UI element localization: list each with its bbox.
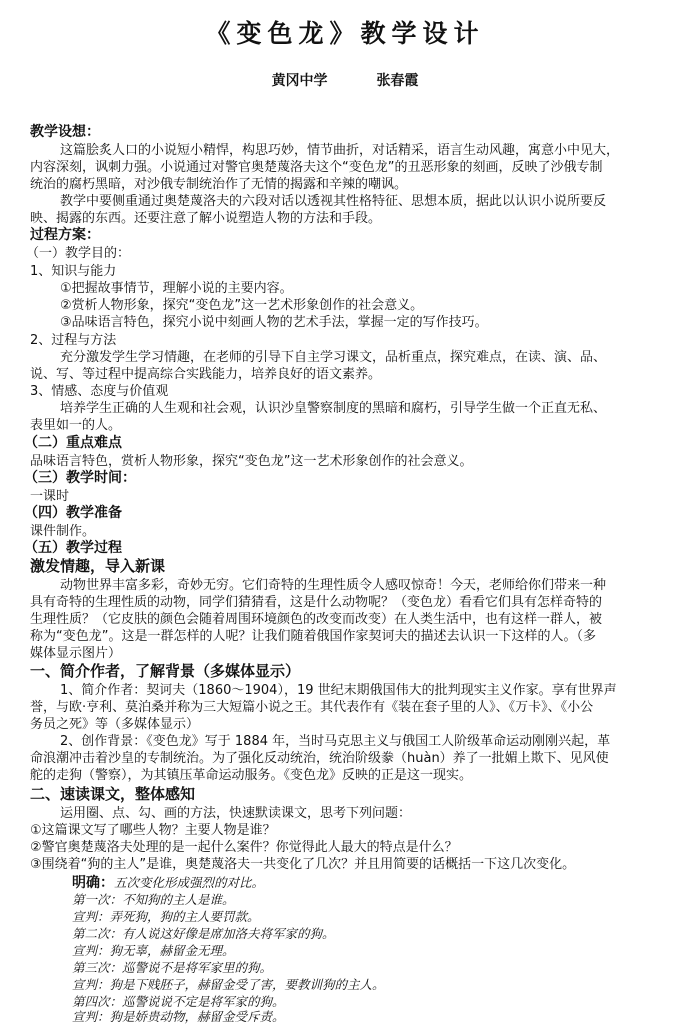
objectives-heading: （一）教学目的： [26,246,131,261]
section-2-heading: 二、速读课文，整体感知 [30,785,196,803]
objective-item: ③品味语言特色，探究小说中刻画人物的艺术手法，掌握一定的写作技巧。 [60,315,488,330]
paragraph-line: 命浪潮冲击着沙皇的专制统治。为了强化反动统治，统治阶级豢（huàn）养了一批媚上欺下、见风使 [30,751,609,766]
paragraph-line: 运用圈、点、勾、画的方法，快速默读课文，思考下列问题： [60,806,412,821]
verdict-line: 宣判：狗是下贱胚子，赫留金受了害，要教训狗的主人。 [72,977,385,992]
clear-label: 明确： [72,875,114,891]
paragraph-line: 教学中要侧重通过奥楚蔑洛夫的六段对话以透视其性格特征、思想本质，据此以认识小说所要反 [60,194,607,209]
paragraph-line: 动物世界丰富多彩，奇妙无穷。它们奇特的生理性质令人感叹惊奇！今天，老师给你们带来一种 [60,578,607,593]
change-line: 第四次：巡警说说不定是将军家的狗。 [72,994,285,1009]
paragraph-line: 一课时 [30,489,70,504]
author-school: 黄冈中学 [271,73,328,89]
time-heading: （三）教学时间： [24,470,136,486]
paragraph-line: 誉，与欧·亨利、莫泊桑并称为三大短篇小说之王。其代表作有《装在套子里的人》、《万卡》、《小公 [30,700,594,715]
clear-line [72,874,264,892]
paragraph-line: 充分激发学生学习情趣，在老师的引导下自主学习课文，品析重点，探究难点，在读、演、品、 [60,350,607,365]
paragraph-line: 生理性质？（它皮肤的颜色会随着周围环境颜色的改变而改变）在人类生活中，也有这样一群人，被 [30,612,603,627]
process-heading: （五）教学过程 [24,540,122,556]
question-line: ③围绕着“狗的主人”是谁，奥楚蔑洛夫一共变化了几次？并且用简要的话概括一下这几次变化。 [30,857,576,872]
paragraph-line: 称为“变色龙”。这是一群怎样的人呢？让我们随着俄国作家契诃夫的描述去认识一下这样的人。（多 [30,629,596,644]
paragraph-line: 映、揭露的东西。还要注意了解小说塑造人物的方法和手段。 [30,211,382,226]
document-title: 《变色龙》教学设计 [205,19,485,48]
paragraph-line: 培养学生正确的人生观和社会观，认识沙皇警察制度的黑暗和腐朽，引导学生做一个正直无私、 [60,401,607,416]
key-heading: （二）重点难点 [24,435,122,451]
author-name: 张春霞 [376,73,419,89]
change-line: 第一次：不知狗的主人是谁。 [72,892,235,907]
question-line: ②警官奥楚蔑洛夫处理的是一起什么案件？你觉得此人最大的特点是什么？ [30,840,458,855]
paragraph-line: 媒体显示图片） [30,646,122,661]
plan-heading: 过程方案： [30,227,100,243]
objective-3: 3、情感、态度与价值观 [30,384,169,399]
verdict-line: 宣判：弄死狗，狗的主人要罚款。 [72,909,260,924]
paragraph-line: 2、创作背景：《变色龙》写于 1884 年，当时马克思主义与俄国工人阶级革命运动刚刚兴起，革 [60,734,611,749]
verdict-line: 宣判：狗是娇贵动物，赫留金受斥责。 [72,1009,285,1024]
paragraph-line: 1、简介作者：契诃夫（1860～1904），19 世纪末期俄国伟大的批判现实主义作家。享有世界声 [60,683,617,698]
intro-heading: 激发情趣，导入新课 [30,557,166,575]
paragraph-line: 内容深刻，讽刺力强。小说通过对警官奥楚蔑洛夫这个“变色龙”的丑恶形象的刻画，反映了沙俄专制 [30,160,603,175]
objective-2: 2、过程与方法 [30,333,117,348]
prep-heading: （四）教学准备 [24,505,122,521]
paragraph-line: 务员之死》等（多媒体显示） [30,717,200,732]
paragraph-line: 课件制作。 [30,524,96,539]
clear-summary: 五次变化形成强烈的对比。 [114,875,265,890]
change-line: 第二次：有人说这好像是席加洛夫将军家的狗。 [72,926,335,941]
objective-item: ②赏析人物形象，探究“变色龙”这一艺术形象创作的社会意义。 [60,298,424,313]
question-line: ①这篇课文写了哪些人物？主要人物是谁？ [30,823,276,838]
paragraph-line: 这篇脍炙人口的小说短小精悍，构思巧妙，情节曲折，对话精采，语言生动风趣，寓意小中见大， [60,143,620,158]
objective-item: ①把握故事情节，理解小说的主要内容。 [60,281,293,296]
paragraph-line: 舵的走狗（警察），为其镇压革命运动服务。《变色龙》反映的正是这一现实。 [30,768,473,783]
change-line: 第三次：巡警说不是将军家里的狗。 [72,960,273,975]
paragraph-line: 具有奇特的生理性质的动物，同学们猜猜看，这是什么动物呢？（变色龙）看看它们具有怎样奇特的 [30,595,603,610]
paragraph-line: 统治的腐朽黑暗，对沙俄专制统治作了无情的揭露和辛辣的嘲讽。 [30,177,408,192]
section-1-heading: 一、简介作者，了解背景（多媒体显示） [30,662,301,680]
paragraph-line: 表里如一的人。 [30,418,122,433]
design-idea-heading: 教学设想： [30,124,100,140]
paragraph-line: 品味语言特色，赏析人物形象，探究“变色龙”这一艺术形象创作的社会意义。 [30,454,473,469]
objective-1: 1、知识与能力 [30,264,117,279]
verdict-line: 宣判：狗无辜，赫留金无理。 [72,943,235,958]
paragraph-line: 说、写、等过程中提高综合实践能力，培养良好的语文素养。 [30,367,382,382]
